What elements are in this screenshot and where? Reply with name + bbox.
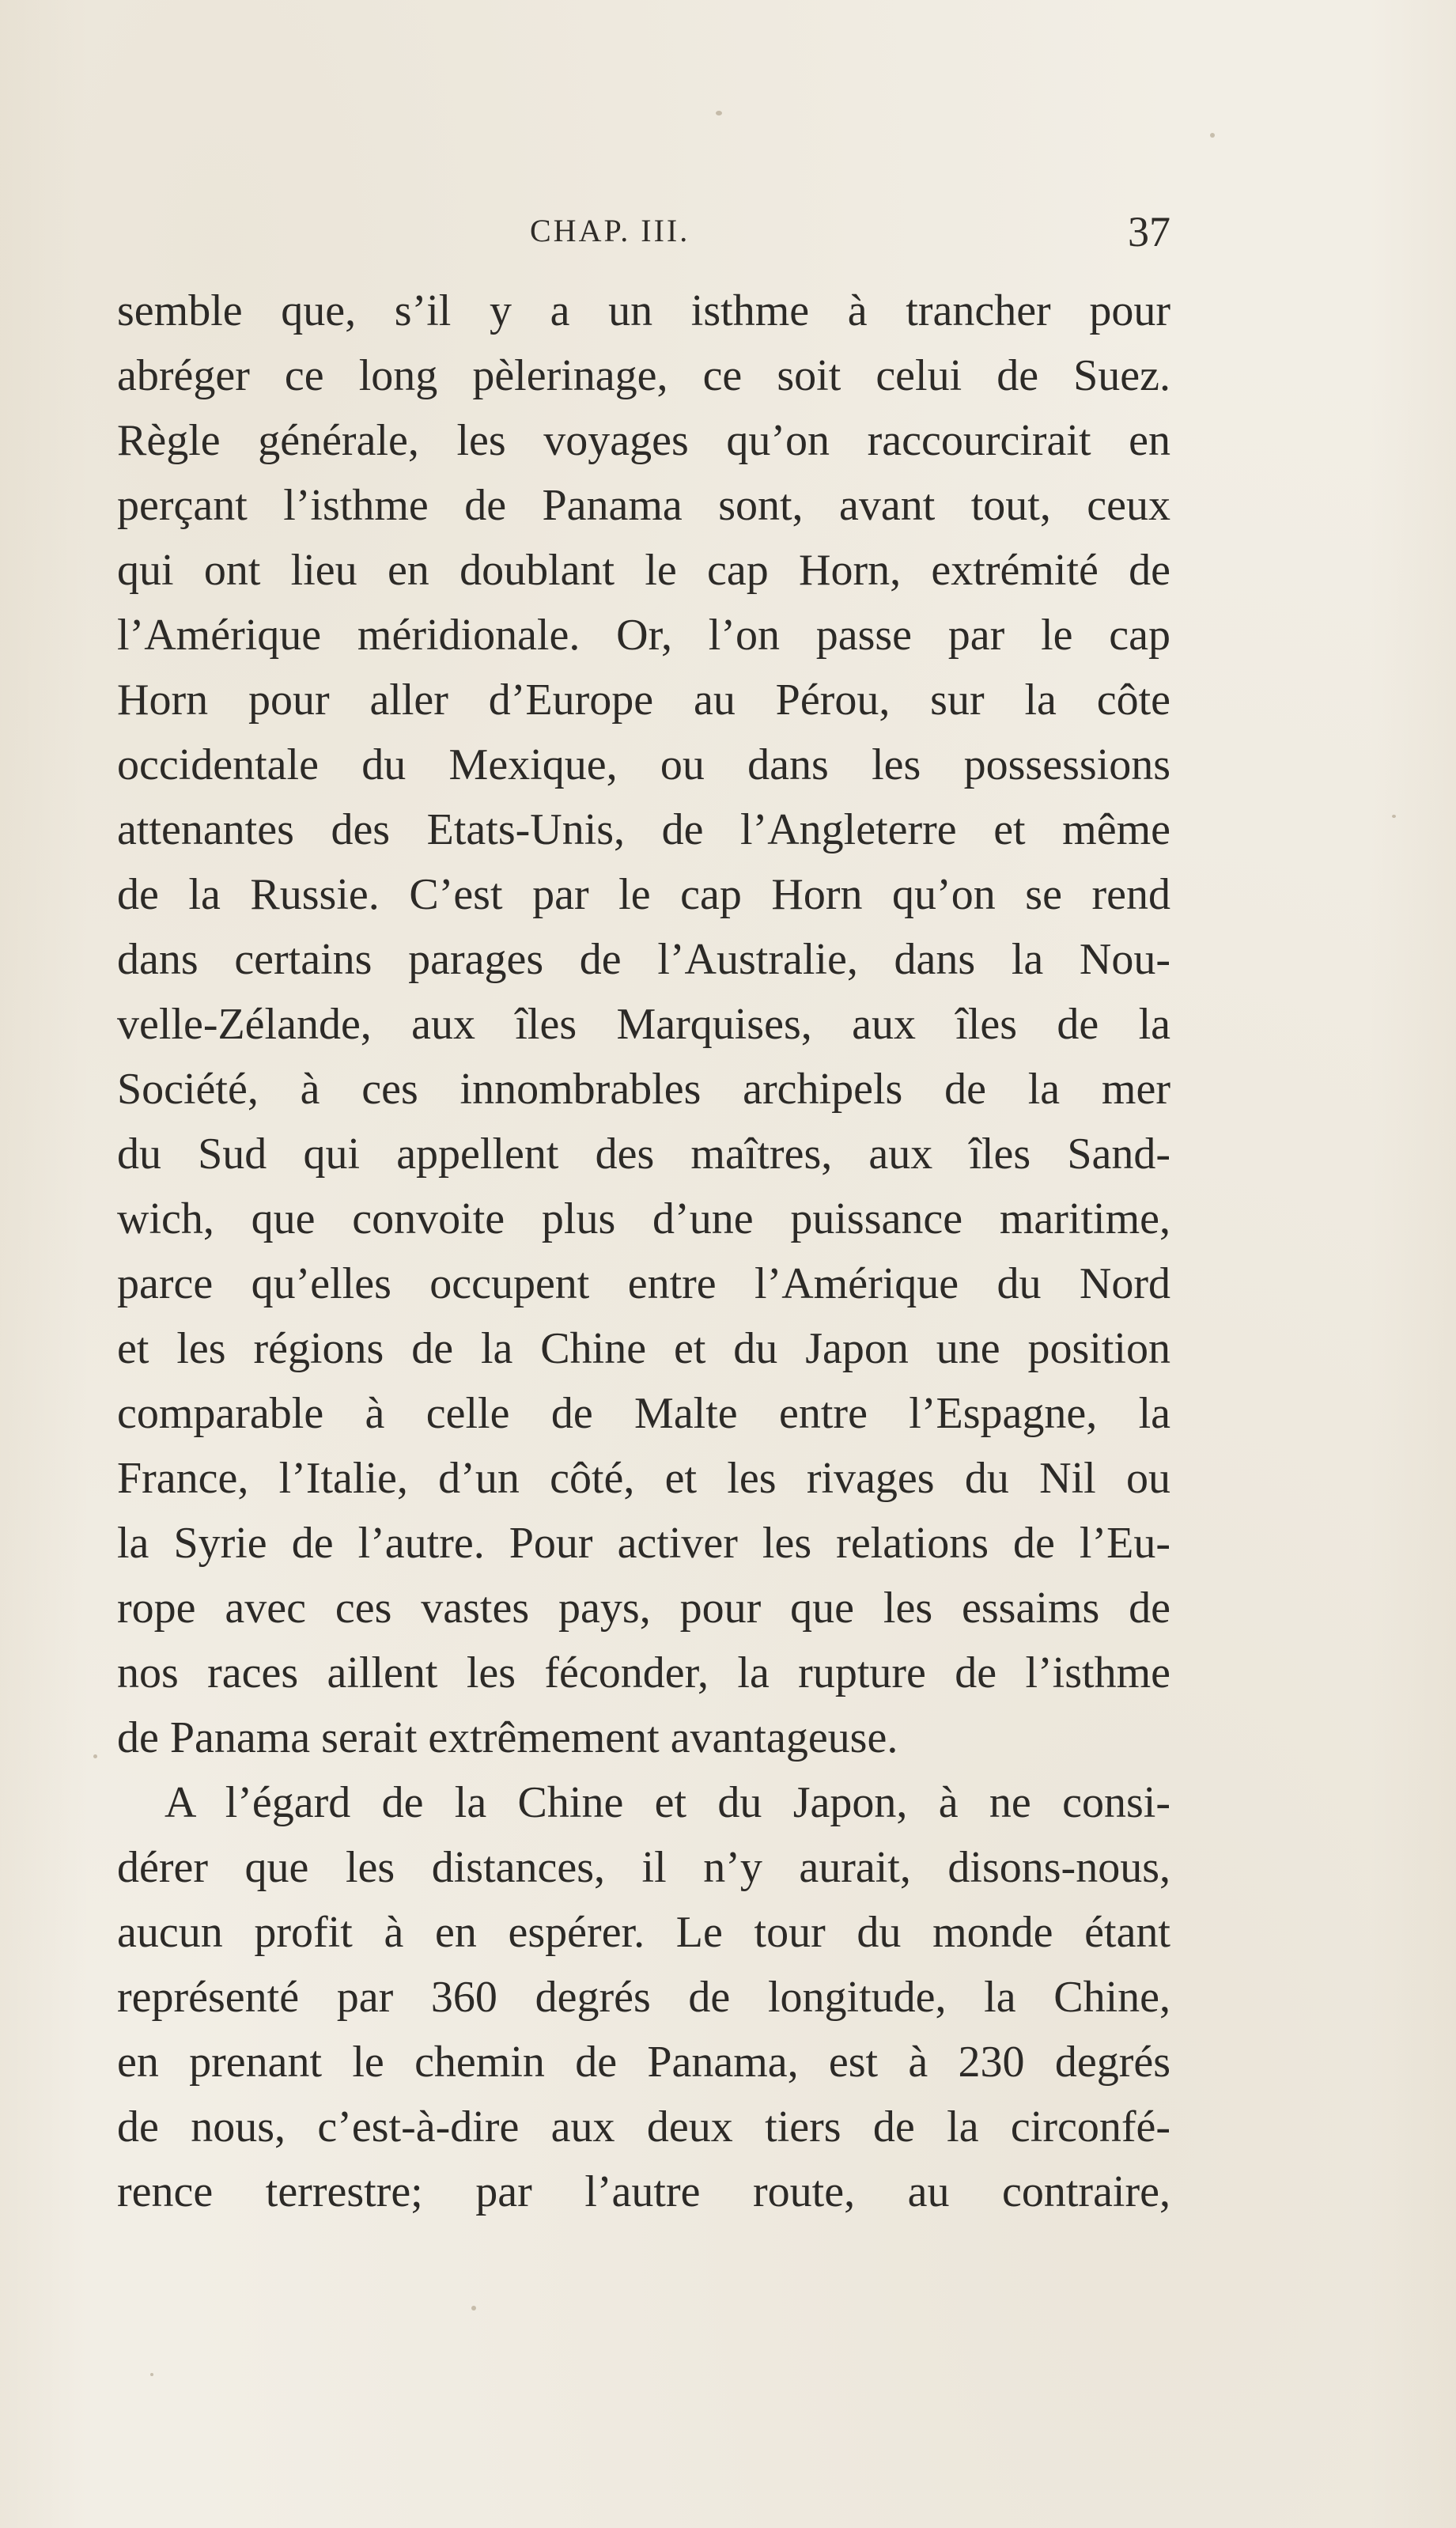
text-line: de la Russie. C’est par le cap Horn qu’on se rend bbox=[117, 870, 1170, 919]
paper-speck bbox=[150, 2373, 153, 2376]
text-line: attenantes des Etats-Unis, de l’Angleterre et même bbox=[117, 805, 1170, 854]
text-line: France, l’Italie, d’un côté, et les rivages du Nil ou bbox=[117, 1454, 1170, 1503]
paper-speck bbox=[1210, 133, 1215, 138]
text-line: rence terrestre; par l’autre route, au contraire, bbox=[117, 2167, 1170, 2216]
paper-speck bbox=[716, 111, 722, 115]
page-number: 37 bbox=[1128, 208, 1170, 255]
running-head bbox=[111, 208, 1170, 267]
text-line: aucun profit à en espérer. Le tour du monde étant bbox=[117, 1908, 1170, 1957]
text-line: perçant l’isthme de Panama sont, avant tout, ceux bbox=[117, 481, 1170, 530]
paper-speck bbox=[93, 1754, 97, 1758]
text-line: Horn pour aller d’Europe au Pérou, sur la côte bbox=[117, 676, 1170, 725]
text-line: velle-Zélande, aux îles Marquises, aux îles de la bbox=[117, 1000, 1170, 1049]
text-line: comparable à celle de Malte entre l’Espagne, la bbox=[117, 1389, 1170, 1438]
paragraph-end-line: de Panama serait extrêmement avantageuse. bbox=[117, 1713, 898, 1762]
paper-speck bbox=[471, 2306, 476, 2310]
paper-speck bbox=[1392, 815, 1396, 818]
text-line: représenté par 360 degrés de longitude, la Chine, bbox=[117, 1973, 1170, 2022]
text-line: parce qu’elles occupent entre l’Amérique du Nord bbox=[117, 1259, 1170, 1308]
paragraph-start-line: A l’égard de la Chine et du Japon, à ne consi- bbox=[165, 1778, 1170, 1827]
text-line: qui ont lieu en doublant le cap Horn, extrémité de bbox=[117, 546, 1170, 595]
text-line: et les régions de la Chine et du Japon une position bbox=[117, 1324, 1170, 1373]
text-line: la Syrie de l’autre. Pour activer les relations de l’Eu- bbox=[117, 1519, 1170, 1568]
text-line: l’Amérique méridionale. Or, l’on passe par le cap bbox=[117, 611, 1170, 660]
text-line: wich, que convoite plus d’une puissance maritime, bbox=[117, 1194, 1170, 1243]
text-line: du Sud qui appellent des maîtres, aux îles Sand- bbox=[117, 1130, 1170, 1179]
text-line: nos races aillent les féconder, la rupture de l’isthme bbox=[117, 1648, 1170, 1697]
text-line: Société, à ces innombrables archipels de la mer bbox=[117, 1065, 1170, 1114]
text-line: abréger ce long pèlerinage, ce soit celui de Suez. bbox=[117, 351, 1170, 400]
text-line: rope avec ces vastes pays, pour que les essaims de bbox=[117, 1584, 1170, 1633]
text-line: de nous, c’est-à-dire aux deux tiers de la circonfé- bbox=[117, 2102, 1170, 2151]
text-line: dérer que les distances, il n’y aurait, disons-nous, bbox=[117, 1843, 1170, 1892]
chapter-heading: CHAP. III. bbox=[530, 213, 690, 248]
text-line: Règle générale, les voyages qu’on raccourcirait en bbox=[117, 416, 1170, 465]
text-line: semble que, s’il y a un isthme à trancher pour bbox=[117, 286, 1170, 335]
text-line: en prenant le chemin de Panama, est à 230 degrés bbox=[117, 2038, 1170, 2087]
text-line: dans certains parages de l’Australie, dans la Nou- bbox=[117, 935, 1170, 984]
body-text bbox=[117, 278, 1170, 2224]
text-line: occidentale du Mexique, ou dans les possessions bbox=[117, 740, 1170, 789]
